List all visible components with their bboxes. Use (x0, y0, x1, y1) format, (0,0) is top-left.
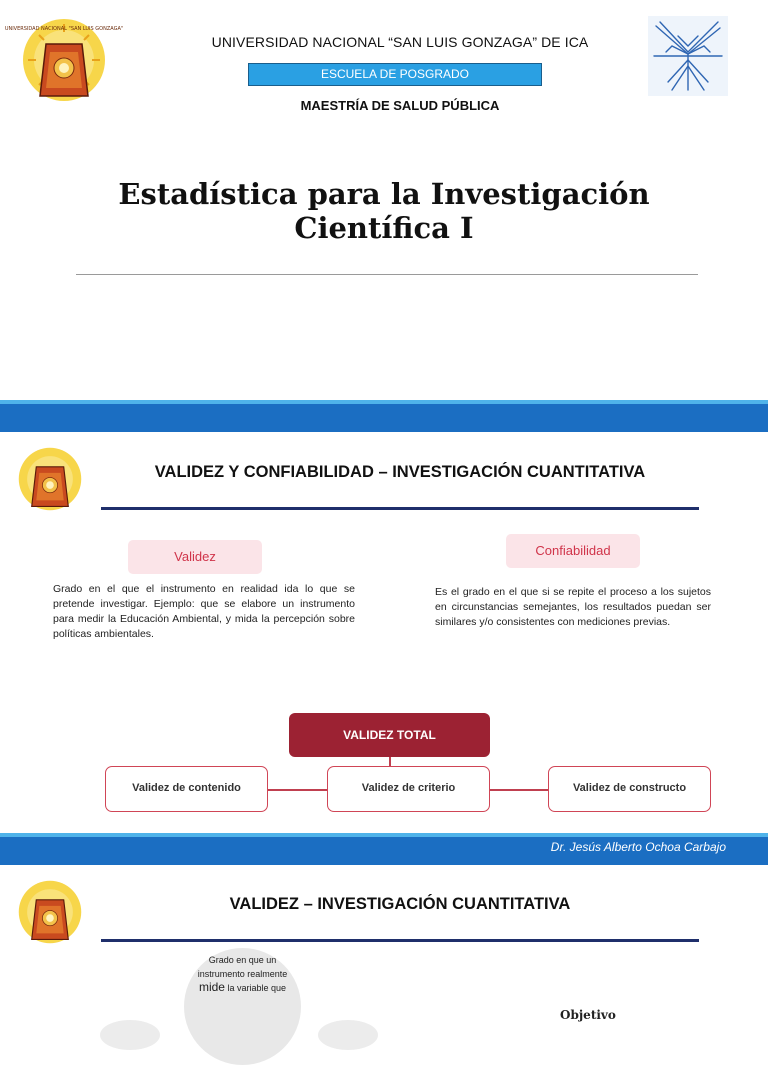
validez-constructo-box: Validez de constructo (548, 766, 711, 812)
side-bubble-right (318, 1020, 378, 1050)
connector-left (267, 789, 328, 791)
title-rule (101, 507, 699, 510)
university-logo-small-icon (18, 877, 82, 947)
slide-title: VALIDEZ Y CONFIABILIDAD – INVESTIGACIÓN CUANTITATIVA (154, 463, 646, 481)
title-rule (101, 939, 699, 942)
slide-title: VALIDEZ – INVESTIGACIÓN CUANTITATIVA (229, 895, 571, 913)
university-logo-icon (4, 18, 124, 102)
bubble-text-emphasis: mide (198, 980, 225, 994)
author-credit: Dr. Jesús Alberto Ochoa Carbajo (550, 840, 726, 854)
top-blue-band (0, 400, 768, 432)
course-title-line1: Estadística para la Investigación (118, 177, 650, 211)
validez-definition: Grado en el que el instrumento en realidad ida lo que se pretende investigar. Ejemplo: que se elabore un instrumento para medir la Educación Ambiental, y mida la percepción sobre políticas ambientales. (53, 583, 355, 640)
validez-pill: Validez (128, 540, 262, 574)
validez-contenido-box: Validez de contenido (105, 766, 268, 812)
definition-bubble-text (196, 954, 289, 996)
school-banner: ESCUELA DE POSGRADO (248, 63, 542, 86)
program-name: MAESTRÍA DE SALUD PÚBLICA (300, 98, 500, 113)
objetivo-label: Objetivo (560, 1008, 616, 1022)
university-logo-small-icon (18, 444, 82, 514)
validez-criterio-box: Validez de criterio (327, 766, 490, 812)
course-title-line2: Científica I (294, 211, 474, 245)
bubble-text-pre: Grado en que un instrumento realmente (197, 955, 288, 979)
validity-reliability-slide (0, 432, 768, 833)
connector-vertical (389, 757, 391, 766)
validez-total-box: VALIDEZ TOTAL (289, 713, 490, 757)
connector-right (489, 789, 549, 791)
course-title (84, 177, 684, 245)
logo-ring-text: UNIVERSIDAD NACIONAL "SAN LUIS GONZAGA" (4, 26, 124, 32)
university-name: UNIVERSIDAD NACIONAL “SAN LUIS GONZAGA” DE ICA (211, 34, 589, 50)
title-divider (76, 274, 698, 275)
side-bubble-left (100, 1020, 160, 1050)
bubble-text-post: la variable que (227, 983, 287, 993)
validity-slide (0, 865, 768, 1024)
title-slide (0, 0, 768, 400)
nazca-hummingbird-icon (648, 16, 728, 101)
confiabilidad-definition: Es el grado en el que si se repite el proceso a los sujetos en circunstancias semejantes, los resultados puedan ser similares y/o consistentes con mediciones previas. (435, 586, 711, 628)
confiabilidad-pill: Confiabilidad (506, 534, 640, 568)
bottom-blue-band (0, 833, 768, 865)
